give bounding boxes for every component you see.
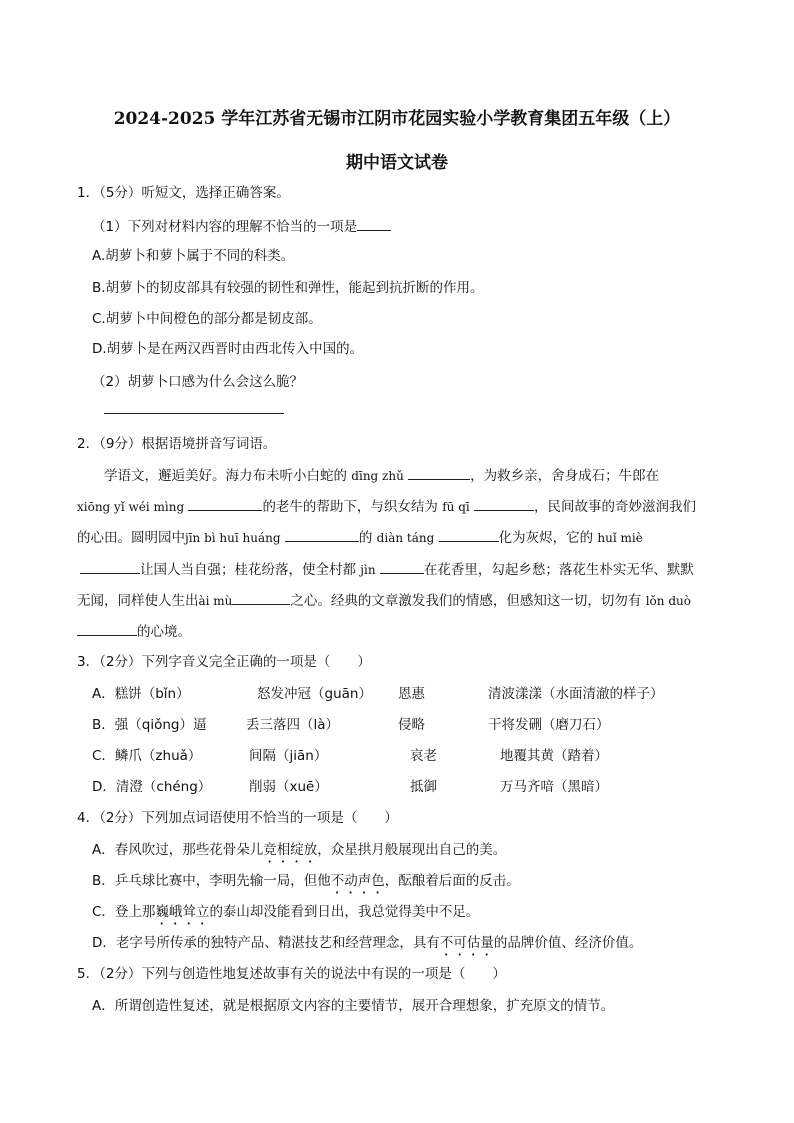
q1-option-a: A.胡萝卜和萝卜属于不同的科类。 xyxy=(92,248,295,264)
answer-blank[interactable] xyxy=(80,560,140,574)
answer-blank[interactable] xyxy=(408,466,470,480)
answer-blank[interactable] xyxy=(439,528,499,542)
q3-cell: 万马齐喑（黑暗） xyxy=(500,779,608,795)
q3-cell: D．清澄（chéng） xyxy=(92,779,212,795)
pinyin: diàn táng xyxy=(376,531,435,545)
q4-text: D．老字号所传承的独特产品、精湛技艺和经营理念，具有 xyxy=(92,935,440,951)
q5-heading: 5．（2分）下列与创造性地复述故事有关的说法中有误的一项是（ ） xyxy=(77,966,506,982)
q2-text: 化为灰烬，它的 xyxy=(498,530,594,546)
answer-blank[interactable] xyxy=(104,400,284,414)
q2-text: 在花香里，勾起乡愁；落花生朴实无华、默默 xyxy=(423,562,694,578)
q4-option-d xyxy=(92,934,642,959)
answer-blank[interactable] xyxy=(474,497,534,511)
answer-blank[interactable] xyxy=(188,497,262,511)
q3-cell: 抵御 xyxy=(410,779,437,795)
q2-text: 无闻，同样使人生出 xyxy=(77,593,199,609)
pinyin: dīng zhǔ xyxy=(351,469,404,483)
q2-text: 的老牛的帮助下，与织女结为 xyxy=(262,499,438,515)
q3-cell: 哀老 xyxy=(410,748,437,764)
dotted-phrase: 巍峨耸立 xyxy=(155,904,210,920)
pinyin: xiōng yǐ wéi mìng xyxy=(77,500,185,514)
q4-text: 的泰山却没能看到日出，我总觉得美中不足。 xyxy=(209,904,480,920)
q2-line6 xyxy=(77,622,191,641)
q4-option-b xyxy=(92,872,520,897)
q2-text: 的心境。 xyxy=(137,624,191,640)
pinyin: fū qī xyxy=(442,500,470,514)
q2-line4 xyxy=(80,560,694,579)
q2-text: 学语文，邂逅美好。海力布未听小白蛇的 xyxy=(104,468,347,484)
answer-blank[interactable] xyxy=(380,560,424,574)
q1-sub1-text: （1）下列对材料内容的理解不恰当的一项是 xyxy=(92,219,358,235)
answer-blank[interactable] xyxy=(285,528,359,542)
exam-title-line2: 期中语文试卷 xyxy=(346,153,448,173)
q1-option-c: C.胡萝卜中间橙色的部分都是韧皮部。 xyxy=(92,311,322,327)
q3-cell: 削弱（xuē） xyxy=(249,779,328,795)
q2-text: ，为救乡亲，舍身成石；牛郎在 xyxy=(470,468,660,484)
q3-cell: 清波漾漾（水面清澈的样子） xyxy=(488,686,664,702)
q3-cell: B．强（qiǒng）逼 xyxy=(92,717,207,733)
q2-text: 的 xyxy=(358,530,373,546)
q3-heading: 3．（2分）下列字音义完全正确的一项是（ ） xyxy=(77,654,371,670)
q3-cell: C．鳞爪（zhuǎ） xyxy=(92,748,202,764)
q3-cell: 侵略 xyxy=(398,717,425,733)
pinyin: ài mù xyxy=(198,594,233,608)
dotted-phrase: 不可估量 xyxy=(439,935,494,951)
q2-text: 之心。经典的文章激发我们的情感，但感知这一切，切勿有 xyxy=(290,593,642,609)
q3-cell: 地覆其黄（踏着） xyxy=(500,748,608,764)
q2-line3 xyxy=(77,528,643,547)
q2-line1 xyxy=(104,466,659,485)
pinyin: lǒn duò xyxy=(645,594,691,608)
q1-answer-line[interactable] xyxy=(104,400,284,419)
q1-option-d: D.胡萝卜是在两汉西晋时由西北传入中国的。 xyxy=(92,341,364,357)
q3-cell: 怒发冲冠（guān） xyxy=(257,686,372,702)
q2-text: ，民间故事的奇妙滋润我们 xyxy=(534,499,697,515)
q5-option-a: A．所谓创造性复述，就是根据原文内容的主要情节，展开合理想象，扩充原文的情节。 xyxy=(92,998,615,1014)
q3-cell: 恩惠 xyxy=(398,686,425,702)
pinyin: huǐ miè xyxy=(597,531,643,545)
dotted-phrase: 竞相绽放 xyxy=(263,842,318,858)
q3-cell: 丢三落四（là） xyxy=(246,717,340,733)
q4-option-a xyxy=(92,841,506,866)
q2-text: 的心田。圆明园中 xyxy=(77,530,185,546)
q3-cell: 干将发硎（磨刀石） xyxy=(488,717,610,733)
q4-text: C．登上那 xyxy=(92,904,156,920)
q4-option-c xyxy=(92,903,479,928)
q1-option-b: B.胡萝卜的韧皮部具有较强的韧性和弹性，能起到抗折断的作用。 xyxy=(92,280,484,296)
q4-text: 的品牌价值、经济价值。 xyxy=(493,935,643,951)
q1-sub1 xyxy=(92,217,391,236)
q4-text: A．春风吹过，那些花骨朵儿 xyxy=(92,842,264,858)
q3-cell: A．糕饼（bǐn） xyxy=(92,686,190,702)
pinyin: jìn xyxy=(360,563,376,577)
q2-text: 让国人当自强；桂花纷落，使全村都 xyxy=(140,562,356,578)
q1-sub2: （2）胡萝卜口感为什么会这么脆？ xyxy=(92,374,304,390)
answer-blank[interactable] xyxy=(357,217,391,231)
q4-text: ，酝酿着后面的反击。 xyxy=(384,873,520,889)
q3-cell: 间隔（jiān） xyxy=(249,748,328,764)
q4-text: ，众星拱月般展现出自己的美。 xyxy=(317,842,507,858)
q2-line5 xyxy=(77,591,691,610)
q4-text: B．乒乓球比赛中，李明先输一局，但他 xyxy=(92,873,331,889)
q4-heading: 4．（2分）下列加点词语使用不恰当的一项是（ ） xyxy=(77,810,398,826)
exam-title-line1: 2024-2025 学年江苏省无锡市江阴市花园实验小学教育集团五年级（上） xyxy=(113,109,681,129)
q2-heading: 2．（9分）根据语境拼音写词语。 xyxy=(77,436,277,452)
q2-line2 xyxy=(77,497,696,516)
dotted-phrase: 不动声色 xyxy=(330,873,385,889)
q1-heading: 1．（5分）听短文，选择正确答案。 xyxy=(77,185,290,201)
answer-blank[interactable] xyxy=(77,622,137,636)
answer-blank[interactable] xyxy=(232,591,290,605)
pinyin: jīn bì huī huáng xyxy=(185,531,281,545)
